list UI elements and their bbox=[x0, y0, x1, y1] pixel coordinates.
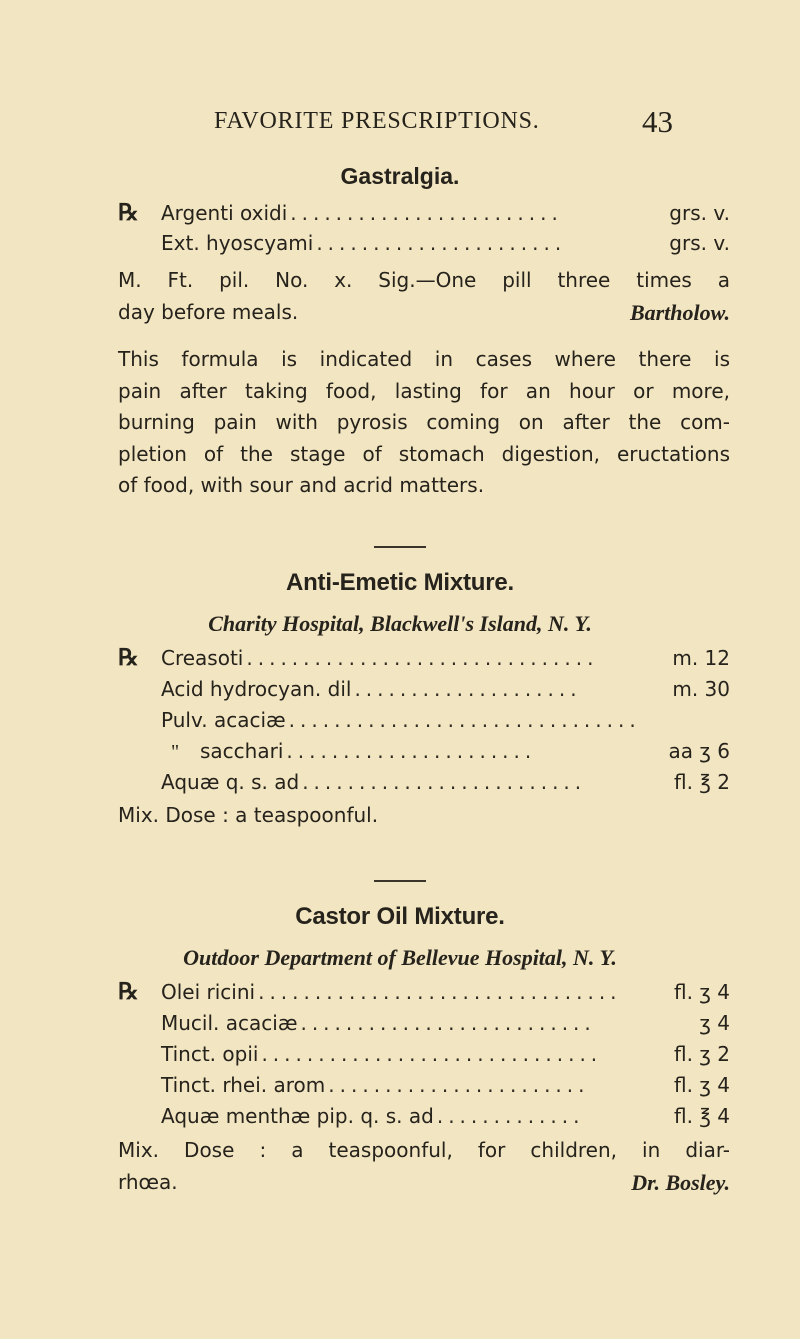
anti-emetic-rx-line-3 bbox=[161, 708, 730, 738]
section-divider bbox=[374, 880, 426, 882]
dot-leader: ................................ bbox=[258, 980, 622, 1004]
anti-emetic-rx-line-1 bbox=[118, 645, 730, 675]
dot-leader: .......................... bbox=[300, 1011, 596, 1035]
quantity: m. 30 bbox=[672, 677, 730, 701]
quantity: fl. ʒ 4 bbox=[674, 1073, 730, 1097]
castor-oil-heading: Castor Oil Mixture. bbox=[295, 903, 505, 930]
quantity: fl. ℥ 4 bbox=[674, 1104, 730, 1128]
author-signature: Bartholow. bbox=[629, 299, 730, 325]
ingredient: Aquæ q. s. ad bbox=[161, 770, 300, 794]
quantity: aa ʒ 6 bbox=[668, 739, 730, 763]
quantity: fl. ℥ 2 bbox=[674, 770, 730, 794]
dot-leader: ............................... bbox=[246, 646, 599, 670]
ingredient: Aquæ menthæ pip. q. s. ad bbox=[161, 1104, 434, 1128]
ingredient: Tinct. rhei. arom bbox=[161, 1073, 326, 1097]
quantity: m. 12 bbox=[672, 646, 730, 670]
gastralgia-heading: Gastralgia. bbox=[340, 163, 460, 189]
ingredient: Acid hydrocyan. dil bbox=[161, 677, 352, 701]
dot-leader: .............................. bbox=[261, 1042, 603, 1066]
running-title: FAVORITE PRESCRIPTIONS. bbox=[214, 108, 540, 134]
castor-oil-rx-line-3 bbox=[161, 1042, 730, 1072]
gastralgia-rx-line-1 bbox=[118, 200, 730, 230]
running-head bbox=[0, 104, 800, 140]
dot-leader: ............................... bbox=[288, 708, 641, 732]
ingredient: Olei ricini bbox=[161, 980, 256, 1004]
note-line: pain after taking food, lasting for an hour or more, bbox=[118, 378, 730, 403]
dot-leader: ....................... bbox=[328, 1073, 590, 1097]
quantity: fl. ʒ 4 bbox=[674, 980, 730, 1004]
dot-leader: ............. bbox=[436, 1104, 585, 1128]
ingredient: Mucil. acaciæ bbox=[161, 1011, 298, 1035]
anti-emetic-rx-line-2 bbox=[161, 677, 730, 707]
anti-emetic-heading: Anti-Emetic Mixture. bbox=[285, 569, 515, 596]
quantity: grs. v. bbox=[669, 201, 730, 225]
castor-oil-rx-line-5 bbox=[161, 1104, 730, 1134]
anti-emetic-rx-line-5 bbox=[161, 770, 730, 800]
directions-line: Mix. Dose : a teaspoonful. bbox=[118, 803, 379, 827]
directions-text: day before meals. bbox=[118, 299, 299, 324]
rx-icon: ℞ bbox=[118, 645, 139, 670]
directions-line bbox=[118, 297, 730, 329]
directions-line: M. Ft. pil. No. x. Sig.—One pill three times a bbox=[118, 268, 730, 292]
castor-oil-rx-line-2 bbox=[161, 1011, 730, 1041]
ingredient: Ext. hyoscyami bbox=[161, 231, 314, 255]
gastralgia-directions bbox=[118, 265, 730, 328]
dot-leader: ........................ bbox=[290, 201, 563, 225]
ingredient: sacchari bbox=[200, 739, 284, 763]
anti-emetic-source: Charity Hospital, Blackwell's Island, N. Y. bbox=[208, 611, 592, 636]
page-number: 43 bbox=[642, 104, 673, 139]
rx-icon: ℞ bbox=[118, 200, 139, 225]
ingredient: Tinct. opii bbox=[161, 1042, 259, 1066]
directions-line: Mix. Dose : a teaspoonful, for children, in diar- bbox=[118, 1138, 730, 1162]
note-line: burning pain with pyrosis coming on after the com- bbox=[118, 410, 730, 434]
note-line: This formula is indicated in cases where there is bbox=[118, 347, 730, 371]
castor-oil-rx-line-4 bbox=[161, 1073, 730, 1103]
gastralgia-note bbox=[118, 344, 730, 502]
author-signature: Dr. Bosley. bbox=[631, 1169, 730, 1195]
ditto-mark: " bbox=[171, 741, 180, 763]
anti-emetic-directions bbox=[118, 800, 730, 832]
note-line: of food, with sour and acrid matters. bbox=[118, 473, 485, 497]
dot-leader: ...................... bbox=[286, 739, 537, 763]
quantity: fl. ʒ 2 bbox=[674, 1042, 730, 1066]
section-divider bbox=[374, 546, 426, 548]
dot-leader: ......................... bbox=[302, 770, 587, 794]
ingredient: Pulv. acaciæ bbox=[161, 708, 286, 732]
ingredient: Creasoti bbox=[161, 646, 244, 670]
dot-leader: ...................... bbox=[316, 231, 567, 255]
directions-text: rhœa. bbox=[118, 1169, 178, 1194]
ingredient: Argenti oxidi bbox=[161, 201, 288, 225]
note-line: pletion of the stage of stomach digestion, eructations bbox=[118, 441, 730, 466]
anti-emetic-rx-line-4 bbox=[161, 739, 730, 769]
directions-line bbox=[118, 1167, 730, 1199]
dot-leader: .................... bbox=[354, 677, 582, 701]
quantity: grs. v. bbox=[669, 231, 730, 255]
gastralgia-rx-line-2 bbox=[161, 231, 730, 261]
castor-oil-rx-line-1 bbox=[118, 979, 730, 1009]
castor-oil-directions bbox=[118, 1135, 730, 1198]
rx-icon: ℞ bbox=[118, 979, 139, 1004]
castor-oil-source: Outdoor Department of Bellevue Hospital, N. Y. bbox=[183, 945, 617, 970]
quantity: ʒ 4 bbox=[699, 1011, 730, 1035]
